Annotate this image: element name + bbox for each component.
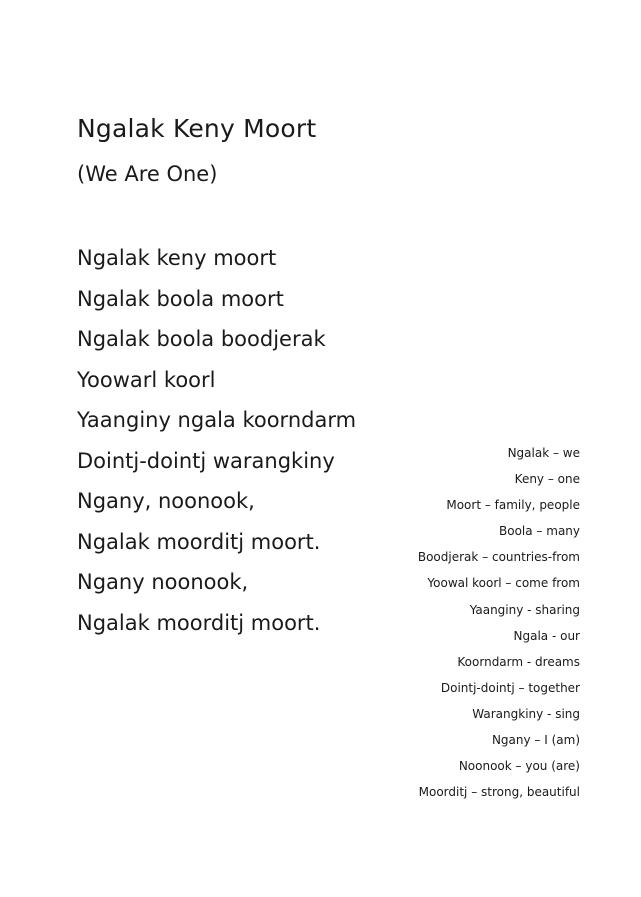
glossary-item: Warangkiny - sing <box>472 706 580 721</box>
lyric-line: Ngany, noonook, <box>77 489 255 513</box>
glossary-item: Yoowal koorl – come from <box>427 576 580 591</box>
glossary-item: Koorndarm - dreams <box>457 654 580 669</box>
song-title: Ngalak Keny Moort <box>77 114 317 143</box>
glossary-item: Yaanginy - sharing <box>469 602 580 617</box>
glossary-item: Ngalak – we <box>507 446 580 460</box>
lyric-line: Ngany noonook, <box>77 570 249 594</box>
lyric-line: Dointj-dointj warangkiny <box>77 448 335 473</box>
lyric-line: Ngalak keny moort <box>77 246 277 270</box>
lyric-line: Ngalak moorditj moort. <box>77 529 321 554</box>
lyric-line: Ngalak boola moort <box>77 286 284 311</box>
glossary-item: Boola – many <box>499 524 580 539</box>
glossary-item: Boodjerak – countries-from <box>417 550 580 565</box>
lyrics-list <box>77 241 356 646</box>
lyric-line: Yaanginy ngala koorndarm <box>77 408 357 432</box>
lyric-line: Ngalak boola boodjerak <box>77 327 326 351</box>
glossary-item: Moort – family, people <box>446 498 580 513</box>
lyric-line: Ngalak moorditj moort. <box>77 610 321 635</box>
glossary-item: Keny – one <box>514 472 580 487</box>
lyric-line: Yoowarl koorl <box>77 367 216 392</box>
glossary-item: Dointj-dointj – together <box>440 680 580 695</box>
song-subtitle: (We Are One) <box>77 162 218 186</box>
glossary-item: Moorditj – strong, beautiful <box>418 785 580 800</box>
glossary-item: Ngany – I (am) <box>491 733 580 748</box>
glossary-list <box>418 443 580 808</box>
glossary-item: Noonook – you (are) <box>458 759 580 774</box>
glossary-item: Ngala - our <box>513 628 580 643</box>
